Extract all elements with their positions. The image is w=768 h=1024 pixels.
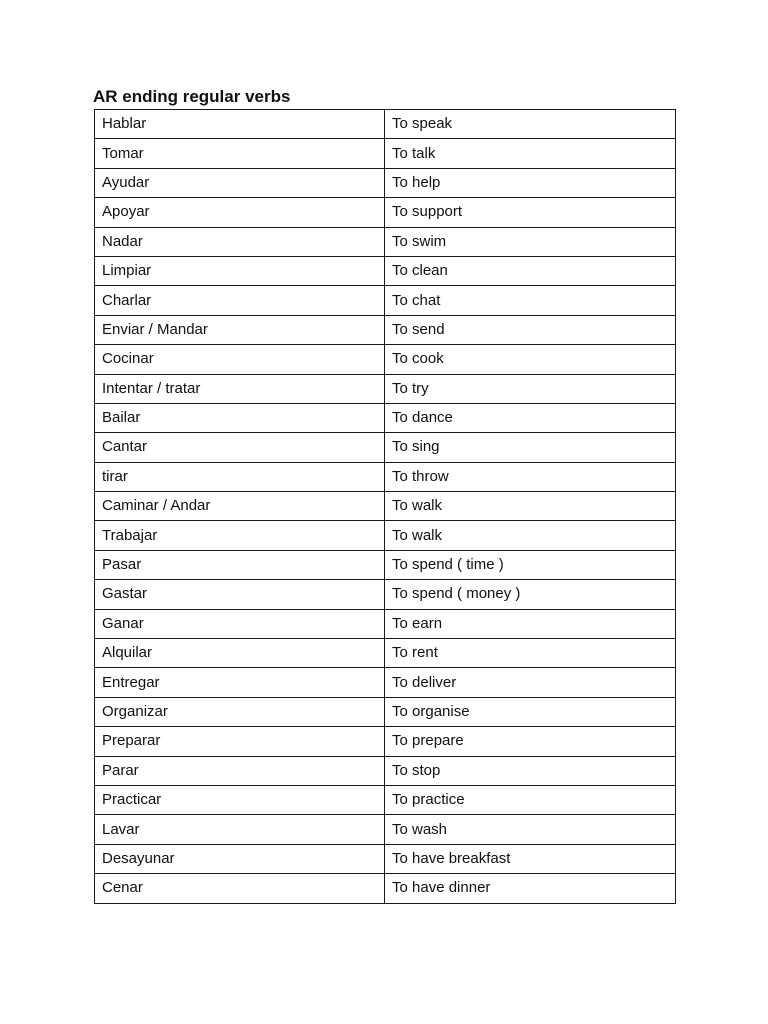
spanish-verb-cell: Practicar (95, 785, 385, 814)
table-row (95, 168, 676, 197)
spanish-verb-cell: Tomar (95, 139, 385, 168)
table-row (95, 227, 676, 256)
spanish-verb-cell: Enviar / Mandar (95, 315, 385, 344)
spanish-verb-cell: Preparar (95, 727, 385, 756)
table-row (95, 403, 676, 432)
english-translation-cell: To spend ( time ) (385, 550, 676, 579)
english-translation-cell: To help (385, 168, 676, 197)
spanish-verb-cell: Bailar (95, 403, 385, 432)
verb-table-body (95, 110, 676, 904)
table-row (95, 815, 676, 844)
spanish-verb-cell: Apoyar (95, 198, 385, 227)
spanish-verb-cell: Desayunar (95, 844, 385, 873)
table-row (95, 110, 676, 139)
spanish-verb-cell: Parar (95, 756, 385, 785)
english-translation-cell: To walk (385, 521, 676, 550)
table-row (95, 462, 676, 491)
table-row (95, 785, 676, 814)
spanish-verb-cell: Cenar (95, 874, 385, 903)
spanish-verb-cell: Hablar (95, 110, 385, 139)
english-translation-cell: To prepare (385, 727, 676, 756)
table-row (95, 198, 676, 227)
table-row (95, 668, 676, 697)
table-row (95, 609, 676, 638)
english-translation-cell: To talk (385, 139, 676, 168)
english-translation-cell: To wash (385, 815, 676, 844)
english-translation-cell: To try (385, 374, 676, 403)
english-translation-cell: To have dinner (385, 874, 676, 903)
table-row (95, 756, 676, 785)
english-translation-cell: To dance (385, 403, 676, 432)
table-row (95, 697, 676, 726)
spanish-verb-cell: Charlar (95, 286, 385, 315)
table-row (95, 727, 676, 756)
spanish-verb-cell: Lavar (95, 815, 385, 844)
english-translation-cell: To clean (385, 256, 676, 285)
english-translation-cell: To support (385, 198, 676, 227)
table-row (95, 345, 676, 374)
english-translation-cell: To deliver (385, 668, 676, 697)
english-translation-cell: To send (385, 315, 676, 344)
table-row (95, 874, 676, 903)
english-translation-cell: To chat (385, 286, 676, 315)
table-row (95, 374, 676, 403)
table-row (95, 256, 676, 285)
english-translation-cell: To stop (385, 756, 676, 785)
spanish-verb-cell: Limpiar (95, 256, 385, 285)
spanish-verb-cell: Intentar / tratar (95, 374, 385, 403)
english-translation-cell: To swim (385, 227, 676, 256)
spanish-verb-cell: Nadar (95, 227, 385, 256)
table-row (95, 580, 676, 609)
spanish-verb-cell: Trabajar (95, 521, 385, 550)
spanish-verb-cell: Alquilar (95, 639, 385, 668)
spanish-verb-cell: Pasar (95, 550, 385, 579)
table-row (95, 315, 676, 344)
english-translation-cell: To have breakfast (385, 844, 676, 873)
spanish-verb-cell: Organizar (95, 697, 385, 726)
table-row (95, 639, 676, 668)
spanish-verb-cell: tirar (95, 462, 385, 491)
spanish-verb-cell: Cocinar (95, 345, 385, 374)
table-row (95, 433, 676, 462)
spanish-verb-cell: Caminar / Andar (95, 492, 385, 521)
table-row (95, 139, 676, 168)
english-translation-cell: To practice (385, 785, 676, 814)
english-translation-cell: To earn (385, 609, 676, 638)
verb-table (94, 109, 676, 904)
spanish-verb-cell: Entregar (95, 668, 385, 697)
spanish-verb-cell: Cantar (95, 433, 385, 462)
english-translation-cell: To walk (385, 492, 676, 521)
table-row (95, 844, 676, 873)
page-title: AR ending regular verbs (93, 87, 291, 106)
table-row (95, 286, 676, 315)
table-row (95, 492, 676, 521)
english-translation-cell: To organise (385, 697, 676, 726)
english-translation-cell: To speak (385, 110, 676, 139)
english-translation-cell: To spend ( money ) (385, 580, 676, 609)
table-row (95, 521, 676, 550)
spanish-verb-cell: Ganar (95, 609, 385, 638)
spanish-verb-cell: Gastar (95, 580, 385, 609)
spanish-verb-cell: Ayudar (95, 168, 385, 197)
table-row (95, 550, 676, 579)
english-translation-cell: To sing (385, 433, 676, 462)
english-translation-cell: To throw (385, 462, 676, 491)
english-translation-cell: To rent (385, 639, 676, 668)
english-translation-cell: To cook (385, 345, 676, 374)
